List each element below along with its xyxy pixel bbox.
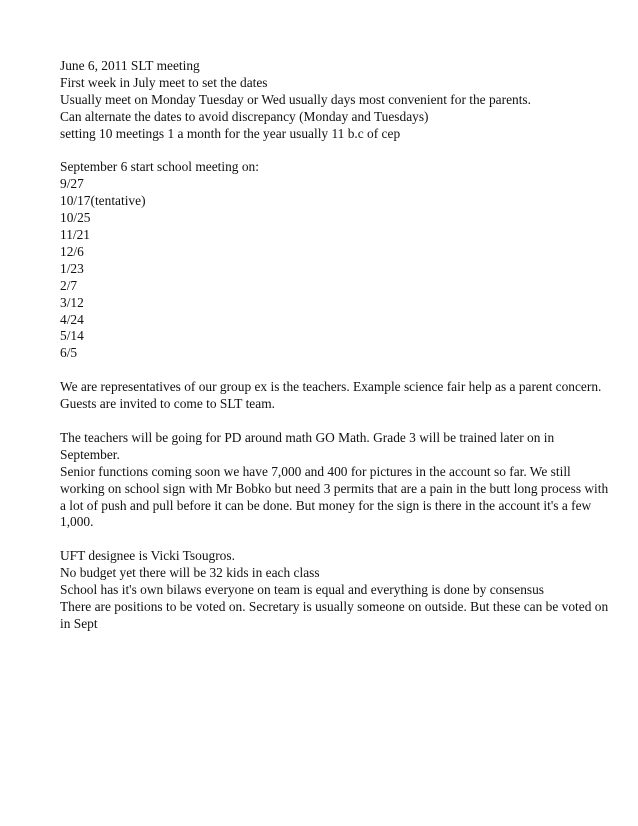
text-line: We are representatives of our group ex is the teachers. Example science fair help as a parent concern. [60, 379, 602, 395]
schedule-date: 9/27 [60, 176, 84, 192]
schedule-intro-line: September 6 start school meeting on: [60, 159, 259, 175]
text-line: a lot of push and pull before it can be done. But money for the sign is there in the account it's a few [60, 497, 592, 513]
text-line: Guests are invited to come to SLT team. [60, 396, 275, 412]
representatives-paragraph [60, 379, 602, 413]
pd-and-functions-paragraph [60, 429, 609, 531]
text-line: Senior functions coming soon we have 7,000 and 400 for pictures in the account so far. We still [60, 463, 571, 479]
document-body [60, 58, 609, 650]
schedule-date: 6/5 [60, 345, 78, 361]
text-line: 1,000. [60, 514, 94, 530]
uft-paragraph [60, 548, 609, 633]
text-line: UFT designee is Vicki Tsougros. [60, 548, 235, 564]
text-line: in Sept [60, 615, 98, 631]
meeting-title-line: June 6, 2011 SLT meeting [60, 58, 200, 73]
schedule-paragraph [60, 159, 580, 362]
text-line: No budget yet there will be 32 kids in each class [60, 565, 320, 581]
text-line: There are positions to be voted on. Secretary is usually someone on outside. But these can be voted on [60, 598, 609, 614]
schedule-date: 5/14 [60, 328, 84, 344]
schedule-date: 12/6 [60, 243, 84, 259]
text-line: September. [60, 446, 120, 462]
schedule-date: 3/12 [60, 294, 84, 310]
schedule-date: 2/7 [60, 277, 78, 293]
text-line: setting 10 meetings 1 a month for the year usually 11 b.c of cep [60, 125, 401, 141]
schedule-date: 11/21 [60, 227, 91, 243]
schedule-date: 10/25 [60, 210, 91, 226]
text-line: Usually meet on Monday Tuesday or Wed usually days most convenient for the parents. [60, 91, 531, 107]
text-line: working on school sign with Mr Bobko but need 3 permits that are a pain in the butt long process with [60, 480, 609, 496]
text-line: School has it's own bilaws everyone on team is equal and everything is done by consensus [60, 582, 545, 598]
schedule-date: 1/23 [60, 260, 84, 276]
schedule-date: 4/24 [60, 311, 84, 327]
text-line: First week in July meet to set the dates [60, 74, 268, 90]
text-line: The teachers will be going for PD around math GO Math. Grade 3 will be trained later on in [60, 429, 555, 445]
schedule-date: 10/17(tentative) [60, 193, 146, 209]
text-line: Can alternate the dates to avoid discrepancy (Monday and Tuesdays) [60, 108, 429, 124]
meeting-header-paragraph [60, 58, 580, 143]
